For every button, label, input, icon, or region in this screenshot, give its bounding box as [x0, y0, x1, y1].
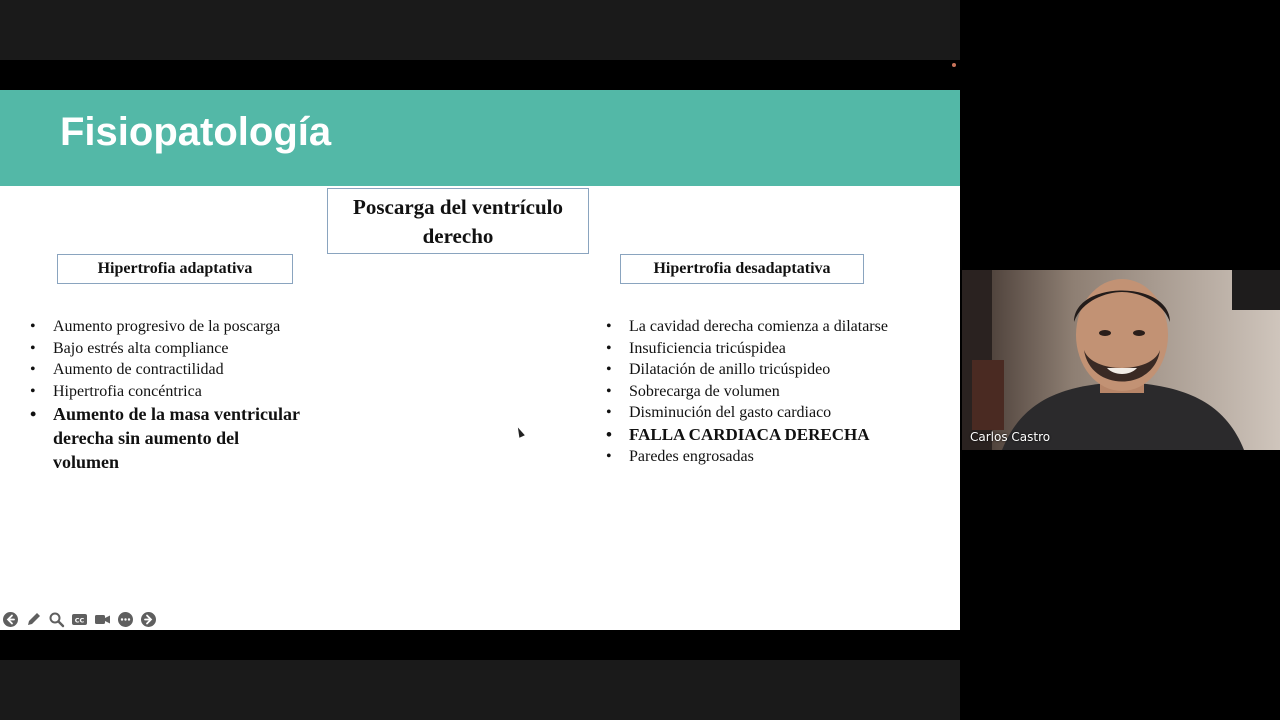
pen-icon[interactable] [25, 611, 42, 628]
list-item: • Sobrecarga de volumen [606, 381, 936, 403]
more-icon[interactable] [117, 611, 134, 628]
list-item: • Insuficiencia tricúspidea [606, 338, 936, 360]
list-item: • Aumento de la masa ventricular derecha sin aumento del volumen [30, 402, 300, 474]
list-item: • Disminución del gasto cardiaco [606, 402, 936, 424]
center-concept-box [327, 188, 589, 254]
participant-video-frame [962, 270, 1280, 450]
list-item: • Dilatación de anillo tricúspideo [606, 359, 936, 381]
presentation-toolbar [0, 609, 157, 629]
letterbox-top [0, 60, 960, 90]
adaptive-list [30, 316, 300, 474]
svg-text:CC: CC [74, 616, 85, 624]
list-item: • FALLA CARDIACA DERECHA [606, 424, 936, 446]
list-item: • Aumento progresivo de la poscarga [30, 316, 300, 338]
list-item: • Bajo estrés alta compliance [30, 338, 300, 360]
cc-icon[interactable] [71, 611, 88, 628]
status-dot [952, 63, 956, 67]
slide-header [0, 90, 960, 186]
list-item: • Hipertrofia concéntrica [30, 381, 300, 403]
participant-video-tile[interactable] [962, 270, 1280, 450]
right-heading-box: Hipertrofia desadaptativa [620, 254, 864, 284]
meeting-top-bar [0, 0, 960, 60]
left-heading-box: Hipertrofia adaptativa [57, 254, 293, 284]
maladaptive-list [606, 316, 936, 467]
zoom-icon[interactable] [48, 611, 65, 628]
slide-title: Fisiopatología [60, 110, 332, 154]
letterbox-bottom [0, 630, 960, 660]
participant-name: Carlos Castro [970, 430, 1051, 444]
list-item: • Aumento de contractilidad [30, 359, 300, 381]
center-box-line1: Poscarga del ventrículo [353, 195, 563, 219]
arrow-right-icon[interactable] [140, 611, 157, 628]
video-icon[interactable] [94, 611, 111, 628]
shared-slide [0, 90, 960, 630]
arrow-left-icon[interactable] [2, 611, 19, 628]
list-item: • Paredes engrosadas [606, 446, 936, 468]
mouse-cursor-icon [515, 426, 525, 438]
meeting-bottom-bar [0, 660, 960, 720]
list-item: • La cavidad derecha comienza a dilatarse [606, 316, 936, 338]
center-box-line2: derecho [422, 224, 494, 248]
